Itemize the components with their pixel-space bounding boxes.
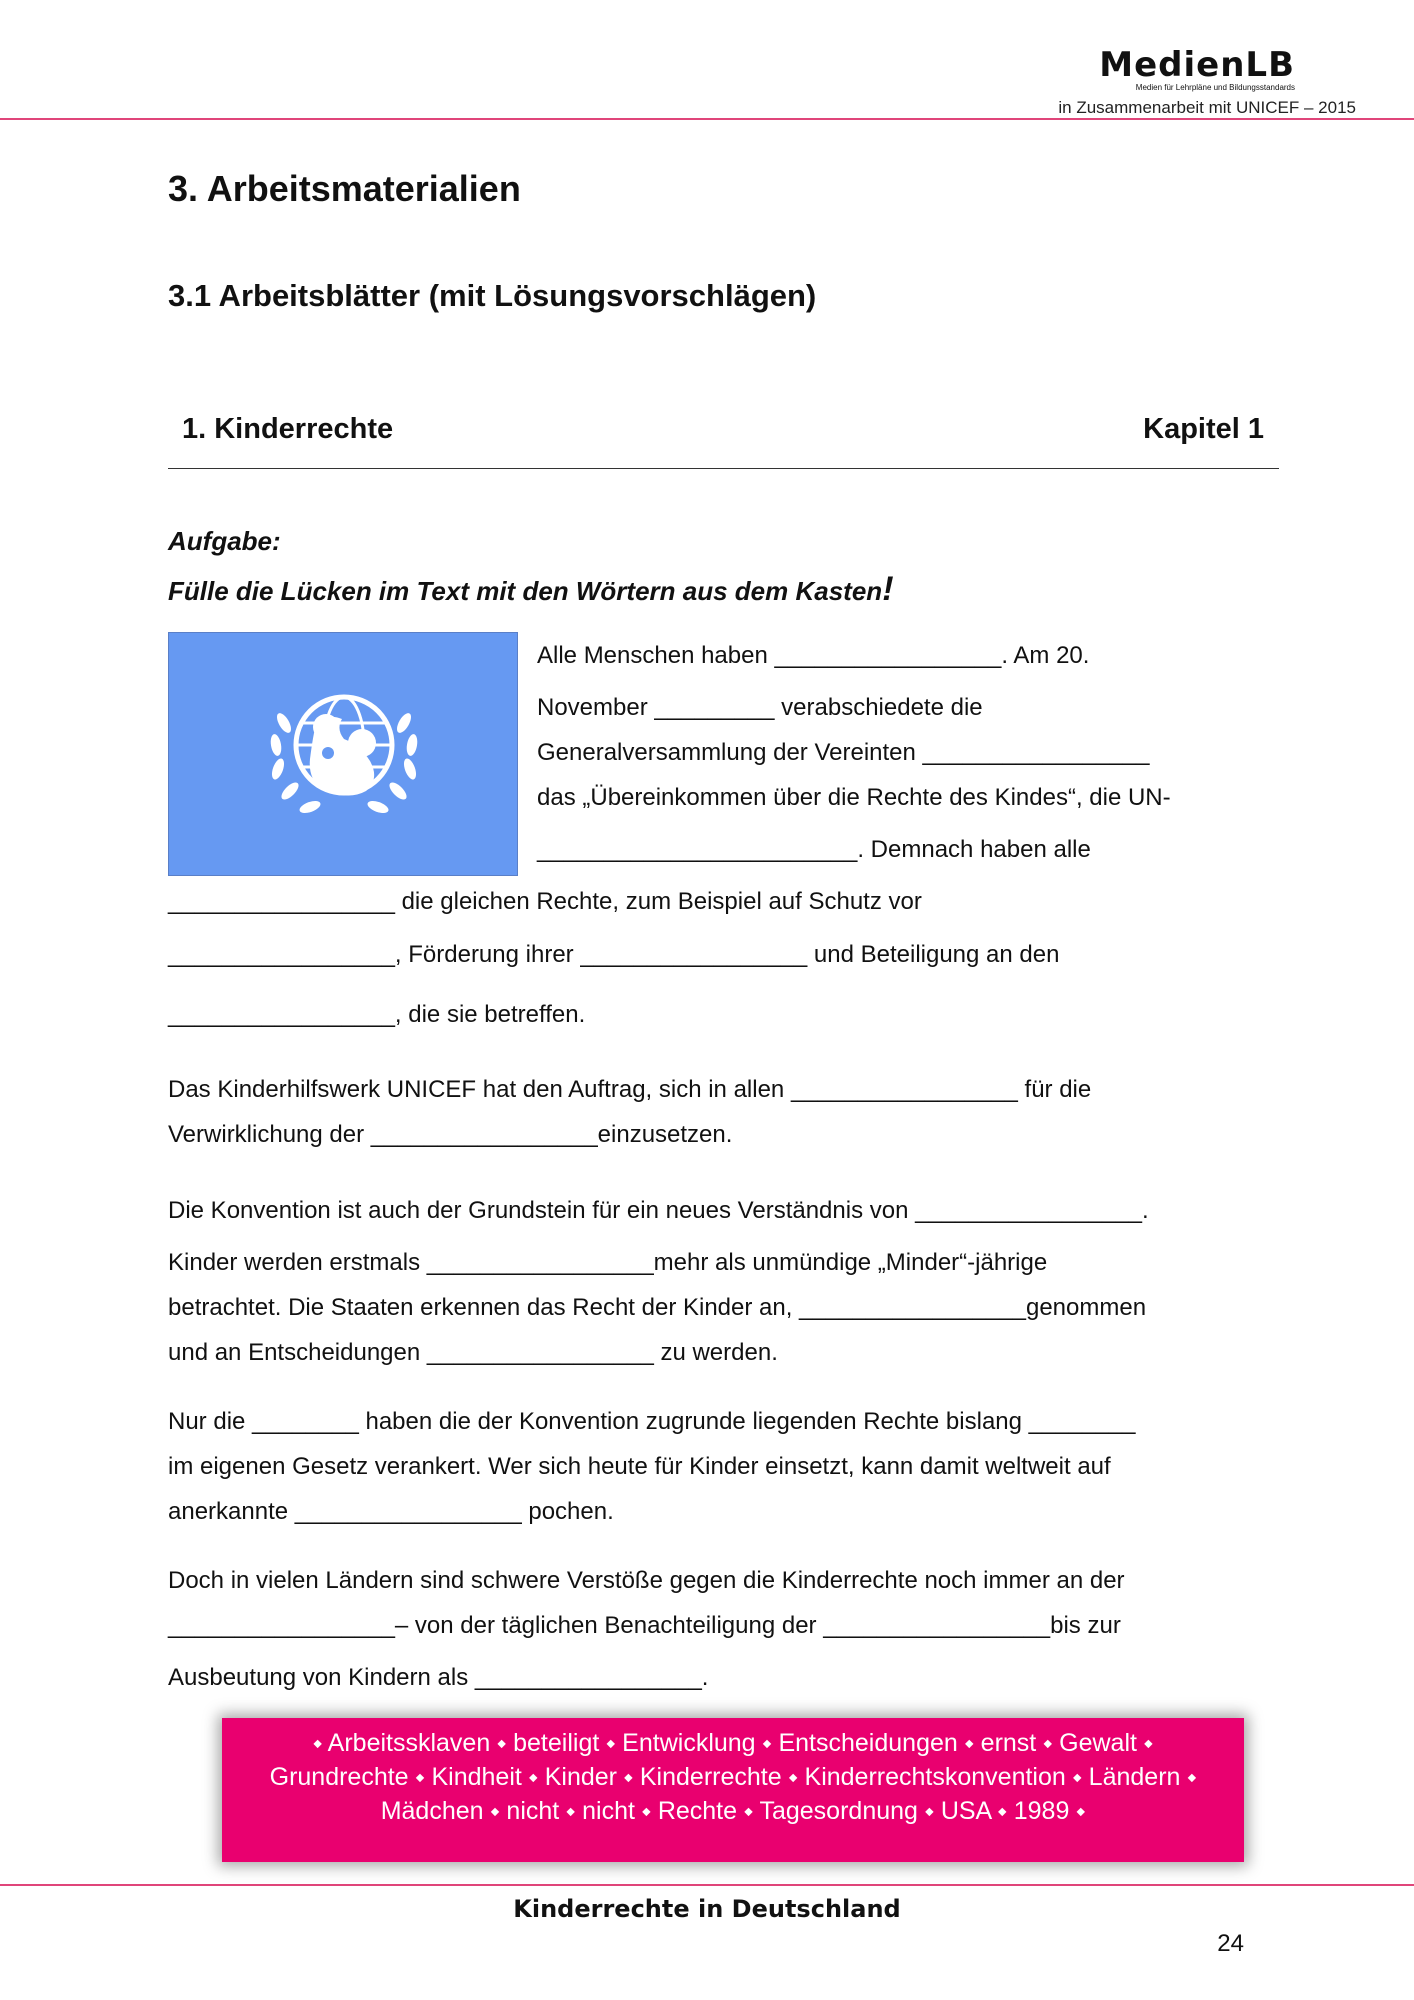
section-title: 3. Arbeitsmaterialien xyxy=(168,168,521,209)
text-line: Die Konvention ist auch der Grundstein für ein neues Verständnis von _________________. xyxy=(168,1197,1149,1224)
footer-divider xyxy=(0,1884,1414,1886)
text-line: November _________ verabschiedete die xyxy=(537,694,983,721)
task-label: Aufgabe: xyxy=(168,526,281,556)
text-line: betrachtet. Die Staaten erkennen das Recht der Kinder an, _________________genommen xyxy=(168,1294,1147,1321)
text-line: _________________ die gleichen Rechte, zum Beispiel auf Schutz vor xyxy=(168,888,922,915)
collaboration-note: in Zusammenarbeit mit UNICEF – 2015 xyxy=(1058,98,1356,117)
header-divider xyxy=(0,118,1414,120)
text-line: Generalversammlung der Vereinten _________________ xyxy=(537,739,1150,766)
unicef-flag-image xyxy=(168,632,518,876)
text-line: Alle Menschen haben _________________. Am 20. xyxy=(537,642,1090,669)
text-line: _________________, die sie betreffen. xyxy=(168,1001,586,1028)
task-instruction-text: Fülle die Lücken im Text mit den Wörtern aus dem Kasten xyxy=(168,576,883,606)
text-line: Das Kinderhilfswerk UNICEF hat den Auftrag, sich in allen _________________ für die xyxy=(168,1076,1092,1103)
text-line: Ausbeutung von Kindern als _________________. xyxy=(168,1664,709,1691)
unicef-emblem-icon xyxy=(254,673,434,837)
subsection-title: 3.1 Arbeitsblätter (mit Lösungsvorschlägen) xyxy=(168,278,817,313)
task-instruction xyxy=(168,570,894,609)
text-line: _________________, Förderung ihrer _________________ und Beteiligung an den xyxy=(168,941,1060,968)
chapter-label: Kapitel 1 xyxy=(1143,413,1264,445)
text-line: und an Entscheidungen _________________ zu werden. xyxy=(168,1339,778,1366)
page-number: 24 xyxy=(1217,1930,1244,1957)
footer-title: Kinderrechte in Deutschland xyxy=(513,1895,901,1923)
text-line: ________________________. Demnach haben alle xyxy=(537,836,1091,863)
text-line: anerkannte _________________ pochen. xyxy=(168,1498,614,1525)
title-divider xyxy=(168,468,1279,469)
text-line: Kinder werden erstmals _________________mehr als unmündige „Minder“-jährige xyxy=(168,1249,1048,1276)
word-box xyxy=(222,1718,1244,1862)
text-line: das „Übereinkommen über die Rechte des Kindes“, die UN- xyxy=(537,784,1171,811)
text-line: Nur die ________ haben die der Konvention zugrunde liegenden Rechte bislang ________ xyxy=(168,1408,1136,1435)
word-box-line: ⬩ Arbeitssklaven ⬩ beteiligt ⬩ Entwicklung ⬩ Entscheidungen ⬩ ernst ⬩ Gewalt ⬩ xyxy=(313,1729,1153,1757)
text-line: Verwirklichung der _________________einzusetzen. xyxy=(168,1121,733,1148)
worksheet-title: 1. Kinderrechte xyxy=(182,413,394,445)
text-line: Doch in vielen Ländern sind schwere Verstöße gegen die Kinderrechte noch immer an der xyxy=(168,1567,1125,1594)
word-box-line: Mädchen ⬩ nicht ⬩ nicht ⬩ Rechte ⬩ Tagesordnung ⬩ USA ⬩ 1989 ⬩ xyxy=(380,1797,1086,1825)
logo-subtitle: Medien für Lehrpläne und Bildungsstandards xyxy=(1135,83,1295,92)
text-line: _________________– von der täglichen Benachteiligung der _________________bis zur xyxy=(168,1612,1121,1639)
medienlb-logo xyxy=(1099,45,1295,92)
logo-wordmark: MedienLB xyxy=(1099,45,1295,85)
task-exclamation: ! xyxy=(882,570,894,608)
word-box-line: Grundrechte ⬩ Kindheit ⬩ Kinder ⬩ Kinderrechte ⬩ Kinderrechtskonvention ⬩ Ländern ⬩ xyxy=(269,1763,1197,1791)
text-line: im eigenen Gesetz verankert. Wer sich heute für Kinder einsetzt, kann damit weltweit auf xyxy=(168,1453,1111,1480)
